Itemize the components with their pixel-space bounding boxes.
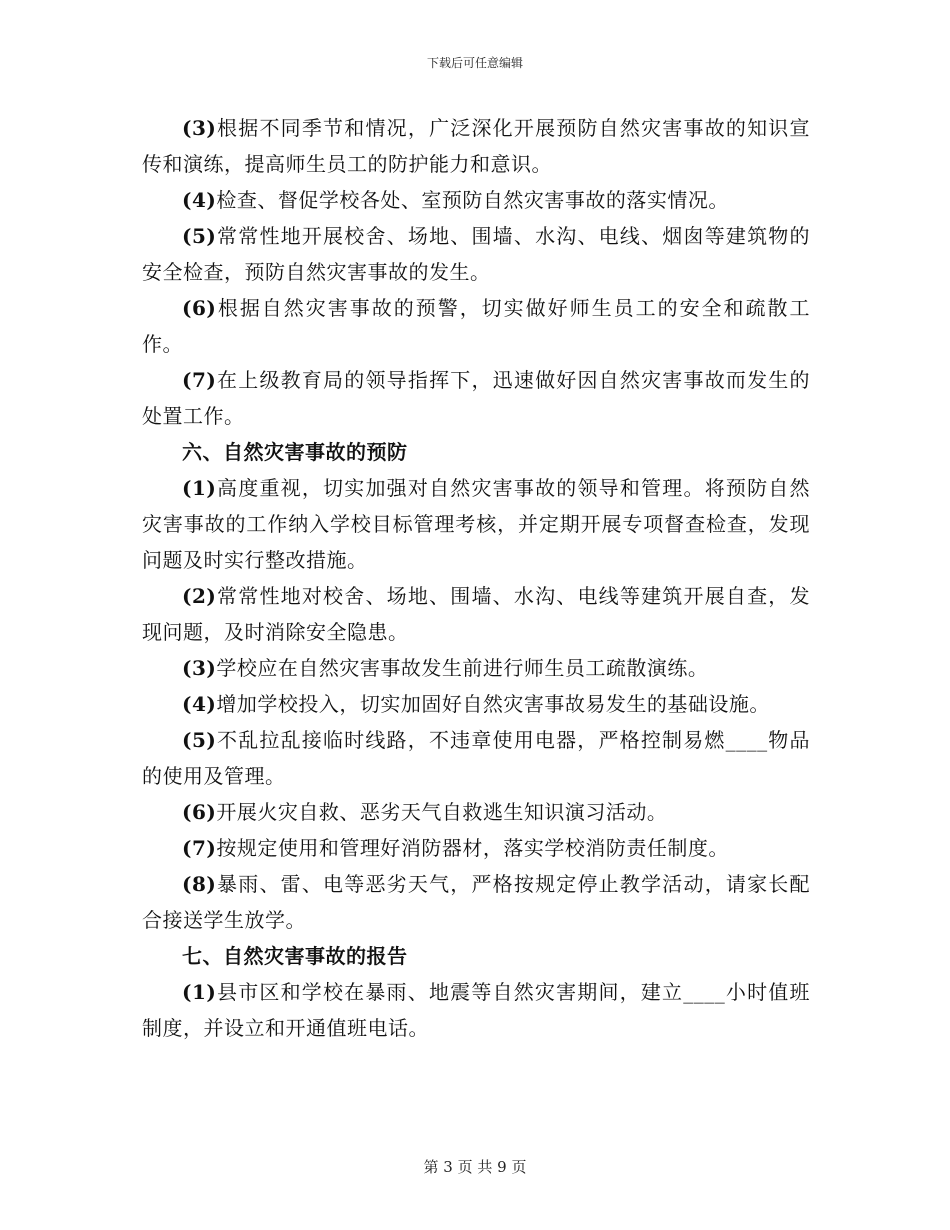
header-note: 下载后可任意编辑 xyxy=(426,56,523,70)
item-number: (7) xyxy=(182,368,217,392)
paragraph xyxy=(142,218,810,290)
paragraph xyxy=(142,830,810,866)
paragraph xyxy=(142,722,810,794)
paragraph-text: 常常性地对校舍、场地、围墙、水沟、电线等建筑开展自查，发现问题，及时消除安全隐患。 xyxy=(142,584,810,644)
section-heading: 七、自然灾害事故的报告 xyxy=(182,944,408,968)
item-number: (1) xyxy=(182,476,217,500)
paragraph-text: 检查、督促学校各处、室预防自然灾害事故的落实情况。 xyxy=(216,188,729,212)
section-heading: 六、自然灾害事故的预防 xyxy=(182,440,408,464)
paragraph xyxy=(142,182,810,218)
paragraph-text: 县市区和学校在暴雨、地震等自然灾害期间，建立____小时值班制度，并设立和开通值班电话。 xyxy=(142,980,810,1040)
paragraph-text: 增加学校投入，切实加固好自然灾害事故易发生的基础设施。 xyxy=(216,692,770,716)
paragraph xyxy=(142,794,810,830)
paragraph-text: 按规定使用和管理好消防器材，落实学校消防责任制度。 xyxy=(216,836,729,860)
item-number: (2) xyxy=(182,584,217,608)
paragraph xyxy=(142,866,810,938)
item-number: (7) xyxy=(182,836,217,860)
page-number: 第 3 页 共 9 页 xyxy=(423,1158,527,1176)
paragraph xyxy=(142,362,810,434)
document-body xyxy=(142,110,810,1046)
paragraph-text: 根据自然灾害事故的预警，切实做好师生员工的安全和疏散工作。 xyxy=(142,296,810,356)
item-number: (6) xyxy=(182,800,217,824)
paragraph xyxy=(142,470,810,578)
paragraph-text: 高度重视，切实加强对自然灾害事故的领导和管理。将预防自然灾害事故的工作纳入学校目标管理考核，并定期开展专项督查检查，发现问题及时实行整改措施。 xyxy=(142,476,810,572)
paragraph-text: 不乱拉乱接临时线路，不违章使用电器，严格控制易燃____物品的使用及管理。 xyxy=(142,728,810,788)
item-number: (1) xyxy=(182,980,217,1004)
paragraph-text: 暴雨、雷、电等恶劣天气，严格按规定停止教学活动，请家长配合接送学生放学。 xyxy=(142,872,810,932)
item-number: (6) xyxy=(182,296,217,320)
paragraph xyxy=(142,110,810,182)
paragraph-text: 常常性地开展校舍、场地、围墙、水沟、电线、烟囱等建筑物的安全检查，预防自然灾害事故的发生。 xyxy=(142,224,810,284)
item-number: (3) xyxy=(182,116,217,140)
paragraph-text: 学校应在自然灾害事故发生前进行师生员工疏散演练。 xyxy=(216,656,709,680)
item-number: (8) xyxy=(182,872,217,896)
paragraph xyxy=(142,650,810,686)
paragraph xyxy=(142,686,810,722)
paragraph-text: 开展火灾自救、恶劣天气自救逃生知识演习活动。 xyxy=(216,800,668,824)
paragraph xyxy=(142,578,810,650)
paragraph xyxy=(142,290,810,362)
item-number: (4) xyxy=(182,692,217,716)
paragraph-text: 根据不同季节和情况，广泛深化开展预防自然灾害事故的知识宣传和演练，提高师生员工的防护能力和意识。 xyxy=(142,116,810,176)
paragraph-text: 在上级教育局的领导指挥下，迅速做好因自然灾害事故而发生的处置工作。 xyxy=(142,368,810,428)
item-number: (4) xyxy=(182,188,217,212)
item-number: (5) xyxy=(182,728,217,752)
item-number: (3) xyxy=(182,656,217,680)
item-number: (5) xyxy=(182,224,217,248)
paragraph xyxy=(142,974,810,1046)
